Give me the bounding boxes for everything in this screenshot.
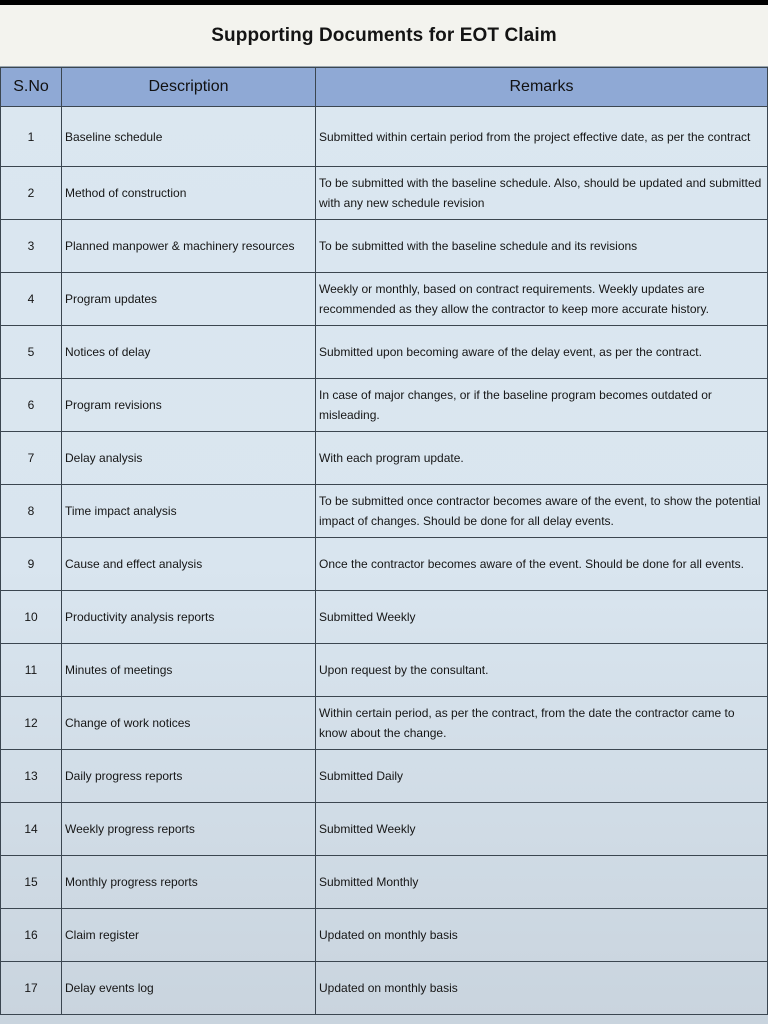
description-cell: Program revisions xyxy=(62,379,316,432)
description-cell: Planned manpower & machinery resources xyxy=(62,220,316,273)
supporting-documents-table xyxy=(0,67,768,1015)
description-cell: Baseline schedule xyxy=(62,107,316,167)
column-header-sno: S.No xyxy=(1,68,62,107)
description-cell: Cause and effect analysis xyxy=(62,538,316,591)
remarks-cell: To be submitted with the baseline schedule. Also, should be updated and submitted with any new schedule revision xyxy=(316,167,768,220)
remarks-cell: To be submitted with the baseline schedule and its revisions xyxy=(316,220,768,273)
remarks-cell: Submitted Monthly xyxy=(316,856,768,909)
remarks-cell: Upon request by the consultant. xyxy=(316,644,768,697)
table-row xyxy=(1,220,768,273)
remarks-cell: Submitted upon becoming aware of the delay event, as per the contract. xyxy=(316,326,768,379)
description-cell: Weekly progress reports xyxy=(62,803,316,856)
remarks-cell: Once the contractor becomes aware of the event. Should be done for all events. xyxy=(316,538,768,591)
table-row xyxy=(1,326,768,379)
table-row xyxy=(1,107,768,167)
description-cell: Program updates xyxy=(62,273,316,326)
description-cell: Claim register xyxy=(62,909,316,962)
remarks-cell: Updated on monthly basis xyxy=(316,962,768,1015)
sno-cell: 13 xyxy=(1,750,62,803)
document-title: Supporting Documents for EOT Claim xyxy=(211,24,557,46)
description-cell: Delay analysis xyxy=(62,432,316,485)
description-cell: Time impact analysis xyxy=(62,485,316,538)
remarks-cell: Within certain period, as per the contract, from the date the contractor came to know about the change. xyxy=(316,697,768,750)
sno-cell: 17 xyxy=(1,962,62,1015)
table-row xyxy=(1,273,768,326)
column-header-remarks: Remarks xyxy=(316,68,768,107)
description-cell: Method of construction xyxy=(62,167,316,220)
table-row xyxy=(1,644,768,697)
description-cell: Notices of delay xyxy=(62,326,316,379)
sno-cell: 4 xyxy=(1,273,62,326)
sno-cell: 5 xyxy=(1,326,62,379)
sno-cell: 11 xyxy=(1,644,62,697)
remarks-cell: In case of major changes, or if the baseline program becomes outdated or misleading. xyxy=(316,379,768,432)
sno-cell: 9 xyxy=(1,538,62,591)
remarks-cell: Updated on monthly basis xyxy=(316,909,768,962)
sno-cell: 14 xyxy=(1,803,62,856)
sno-cell: 8 xyxy=(1,485,62,538)
table-row xyxy=(1,167,768,220)
table-row xyxy=(1,697,768,750)
table-row xyxy=(1,750,768,803)
table-row xyxy=(1,379,768,432)
table-header-row xyxy=(1,68,768,107)
remarks-cell: Weekly or monthly, based on contract requirements. Weekly updates are recommended as they allow the contractor to keep more accurate history. xyxy=(316,273,768,326)
sno-cell: 2 xyxy=(1,167,62,220)
sno-cell: 7 xyxy=(1,432,62,485)
remarks-cell: With each program update. xyxy=(316,432,768,485)
remarks-cell: Submitted within certain period from the project effective date, as per the contract xyxy=(316,107,768,167)
table-row xyxy=(1,909,768,962)
description-cell: Daily progress reports xyxy=(62,750,316,803)
description-cell: Minutes of meetings xyxy=(62,644,316,697)
sno-cell: 15 xyxy=(1,856,62,909)
description-cell: Delay events log xyxy=(62,962,316,1015)
sno-cell: 6 xyxy=(1,379,62,432)
sno-cell: 10 xyxy=(1,591,62,644)
remarks-cell: Submitted Weekly xyxy=(316,591,768,644)
remarks-cell: Submitted Daily xyxy=(316,750,768,803)
table-row xyxy=(1,803,768,856)
description-cell: Change of work notices xyxy=(62,697,316,750)
table-row xyxy=(1,856,768,909)
document-sheet xyxy=(0,5,768,1024)
description-cell: Monthly progress reports xyxy=(62,856,316,909)
title-bar xyxy=(0,5,768,67)
column-header-description: Description xyxy=(62,68,316,107)
sno-cell: 1 xyxy=(1,107,62,167)
table-row xyxy=(1,591,768,644)
sno-cell: 16 xyxy=(1,909,62,962)
remarks-cell: To be submitted once contractor becomes aware of the event, to show the potential impact of changes. Should be done for all delay events. xyxy=(316,485,768,538)
description-cell: Productivity analysis reports xyxy=(62,591,316,644)
table-row xyxy=(1,538,768,591)
table-row xyxy=(1,962,768,1015)
sno-cell: 3 xyxy=(1,220,62,273)
sno-cell: 12 xyxy=(1,697,62,750)
table-row xyxy=(1,432,768,485)
remarks-cell: Submitted Weekly xyxy=(316,803,768,856)
table-row xyxy=(1,485,768,538)
